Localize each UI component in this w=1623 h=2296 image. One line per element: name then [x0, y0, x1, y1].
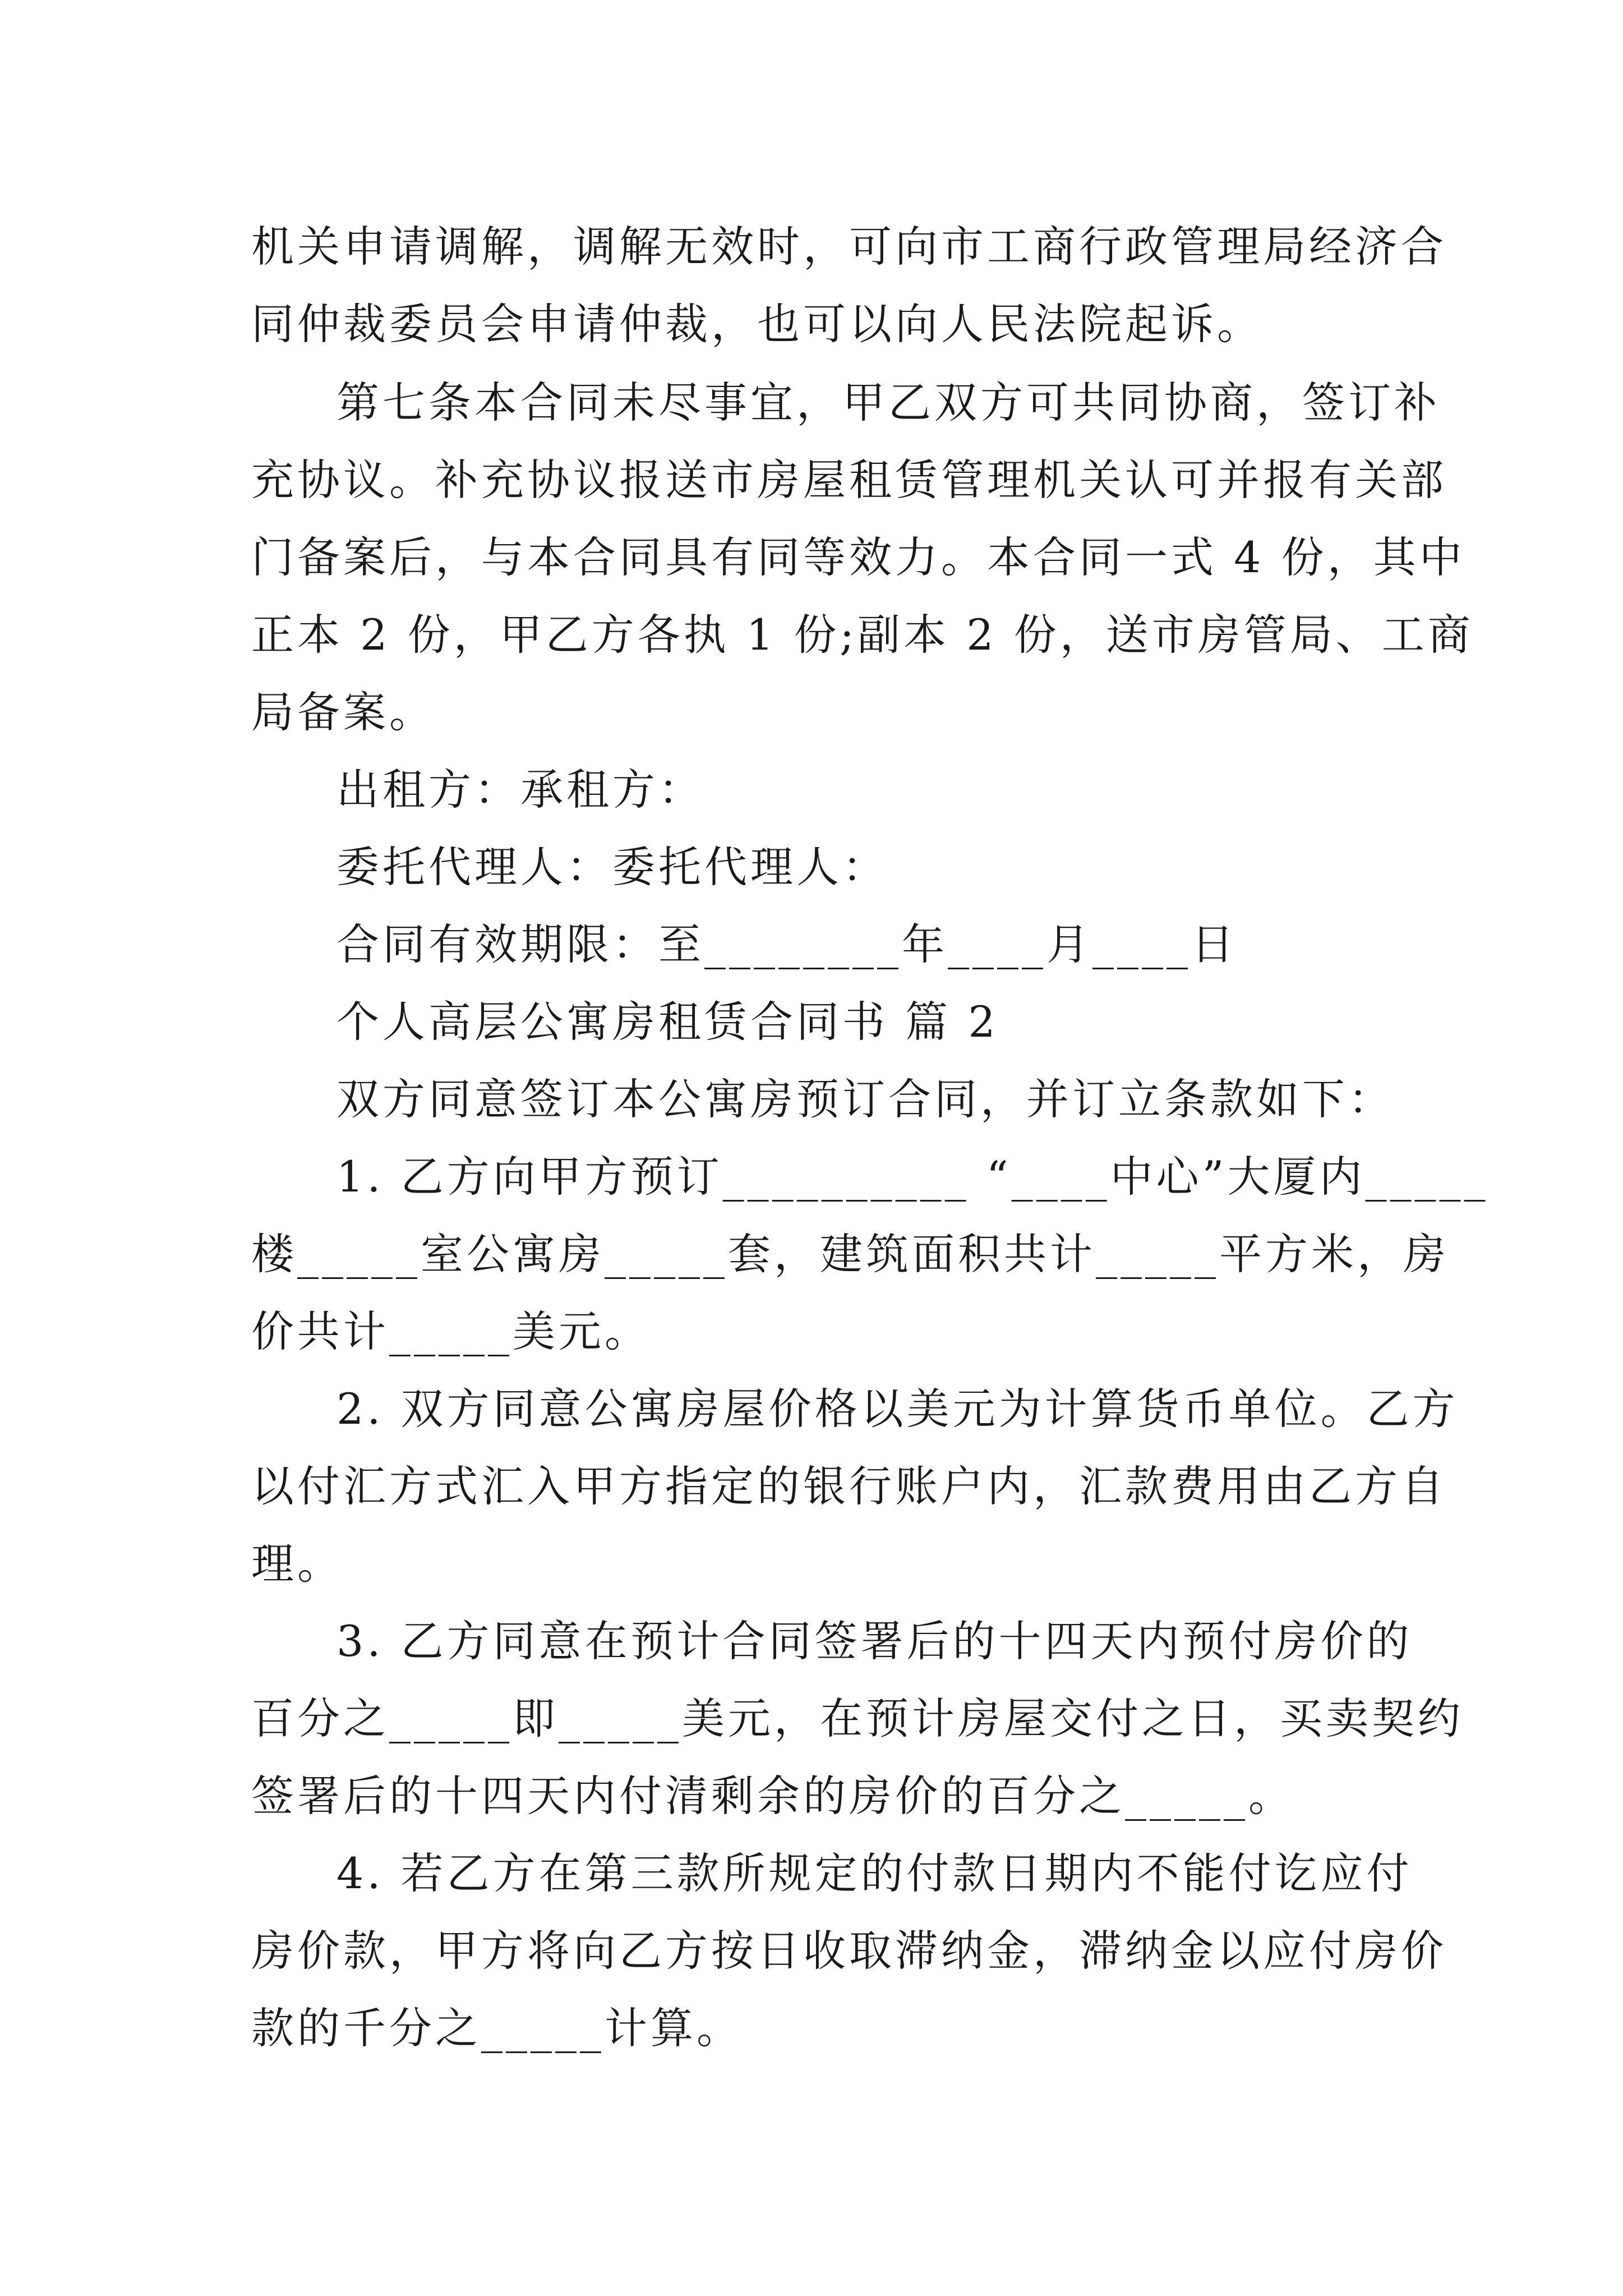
paragraph-line: 局备案。	[251, 687, 435, 737]
paragraph-line: 门 备 案 后 ， 与 本 合 同 具 有 同 等 效 力 。 本 合 同 一 式 4 份 ， 其 中	[251, 532, 1465, 582]
paragraph-line: 楼 _ _ _ _ _ 室 公 寓 房 _ _ _ _ _ 套 ， 建 筑 面 积 共 计 _ _ _ _ _ 平 方 米 ， 房	[251, 1229, 1449, 1279]
article-7-heading-line: 第七条本合同未尽事宜，甲乙双方可共同协商，签订补	[336, 378, 1440, 427]
paragraph-line: 充 协 议 。 补 充 协 议 报 送 市 房 屋 租 赁 管 理 机 关 认 可 并 报 有 关 部	[251, 455, 1447, 505]
lessor-lessee-line: 出租方：承租方：	[336, 765, 704, 815]
validity-period-line: 合同有效期限：至________年____月____日	[336, 919, 1237, 969]
clause-4-line: 4. 若乙方在第三款所规定的付款日期内不能付讫应付	[336, 1848, 1413, 1898]
paragraph-line: 机 关 申 请 调 解 ， 调 解 无 效 时 ， 可 向 市 工 商 行 政 管 理 局 经 济 合	[251, 222, 1447, 272]
paragraph-line: 签署后的十四天内付清剩余的房价的百分之_____。	[251, 1771, 1294, 1821]
paragraph-line: 同仲裁委员会申请仲裁，也可以向人民法院起诉。	[251, 299, 1263, 349]
paragraph-line: 价共计_____美元。	[251, 1306, 651, 1356]
paragraph-line: 理。	[251, 1539, 343, 1589]
clause-1-line: 1. 乙方向甲方预订__________ “____中心”大厦内_____	[336, 1152, 1489, 1202]
agreement-intro-line: 双方同意签订本公寓房预订合同，并订立条款如下：	[336, 1074, 1394, 1124]
clause-2-line: 2. 双方同意公寓房屋价格以美元为计算货币单位。乙方	[336, 1384, 1459, 1434]
paragraph-line: 百 分 之 _ _ _ _ _ 即 _ _ _ _ _ 美 元 ， 在 预 计 房 屋 交 付 之 日 ， 买 卖 契 约	[251, 1694, 1464, 1743]
paragraph-line: 以 付 汇 方 式 汇 入 甲 方 指 定 的 银 行 账 户 内 ， 汇 款 费 用 由 乙 方 自	[251, 1461, 1447, 1511]
paragraph-line: 款的千分之_____计算。	[251, 2003, 743, 2053]
agents-line: 委托代理人：委托代理人：	[336, 842, 888, 892]
paragraph-line: 房 价 款 ， 甲 方 将 向 乙 方 按 日 收 取 滞 纳 金 ， 滞 纳 金 以 应 付 房 价	[251, 1926, 1447, 1976]
section-title: 个人高层公寓房租赁合同书 篇 2	[336, 997, 999, 1047]
clause-3-line: 3. 乙方同意在预计合同签署后的十四天内预付房价的	[336, 1616, 1413, 1666]
paragraph-line: 正 本 2 份 ， 甲 乙 方 各 执 1 份 ; 副 本 2 份 ， 送 市 房 管 局 、 工 商	[251, 610, 1474, 660]
